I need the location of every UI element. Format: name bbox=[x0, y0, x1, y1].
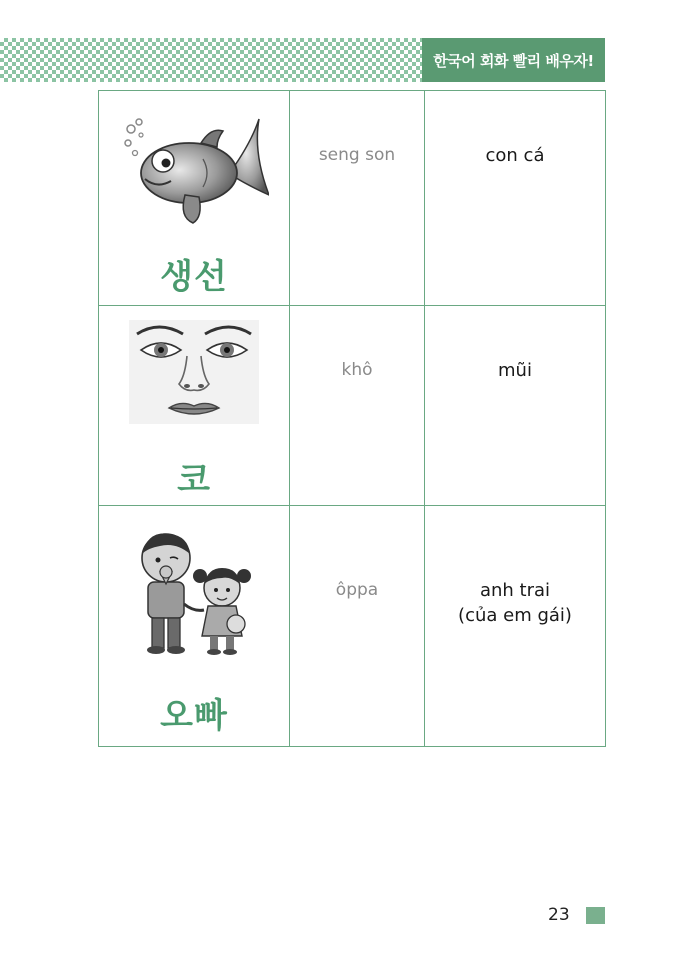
page-number: 23 bbox=[548, 905, 570, 925]
meaning-cell bbox=[425, 91, 606, 306]
header-title: 한국어 회화 빨리 배우자! bbox=[422, 38, 605, 82]
table-row bbox=[99, 306, 606, 506]
table-row bbox=[99, 506, 606, 747]
meaning-line: anh trai bbox=[479, 580, 551, 601]
romanization-text: khô bbox=[341, 360, 373, 380]
meaning-text bbox=[425, 143, 605, 168]
table-row bbox=[99, 91, 606, 306]
romanization-text: seng son bbox=[318, 145, 396, 165]
meaning-line: con cá bbox=[485, 145, 545, 166]
picture-cell bbox=[99, 506, 290, 747]
hangul-word: 코 bbox=[177, 460, 211, 500]
meaning-text bbox=[425, 358, 605, 383]
romanization-cell bbox=[290, 306, 425, 506]
meaning-line: mũi bbox=[498, 360, 532, 381]
hangul-word: 오빠 bbox=[160, 696, 228, 736]
romanization-cell bbox=[290, 506, 425, 747]
romanization-text: ôppa bbox=[335, 580, 379, 600]
meaning-cell bbox=[425, 506, 606, 747]
romanization-cell bbox=[290, 91, 425, 306]
meaning-text bbox=[425, 578, 605, 628]
meaning-cell bbox=[425, 306, 606, 506]
siblings-illustration bbox=[99, 528, 289, 660]
meaning-line: (của em gái) bbox=[458, 605, 572, 627]
picture-cell bbox=[99, 91, 290, 306]
face-illustration bbox=[99, 320, 289, 424]
page-marker-square bbox=[586, 907, 605, 924]
vocabulary-table bbox=[98, 90, 606, 747]
picture-cell bbox=[99, 306, 290, 506]
fish-illustration bbox=[99, 113, 289, 225]
hangul-word: 생선 bbox=[160, 257, 228, 297]
